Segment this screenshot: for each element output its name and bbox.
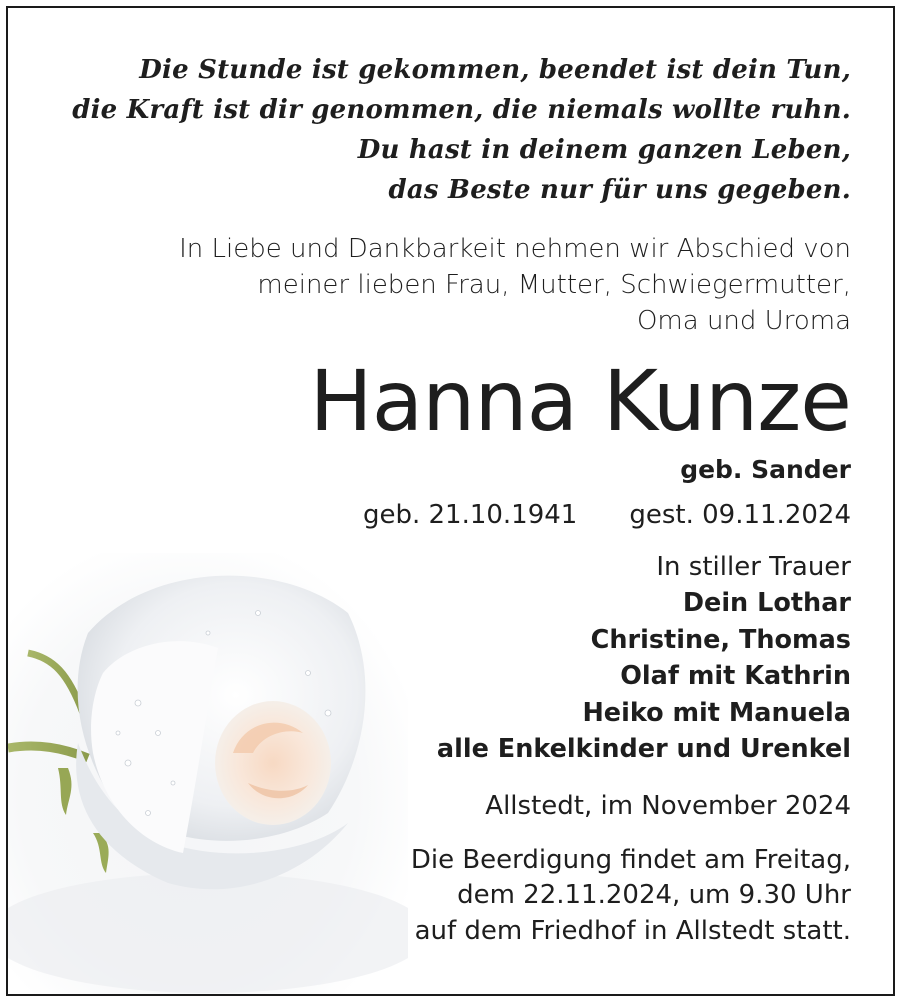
intro-line: meiner lieben Frau, Mutter, Schwiegermutter, bbox=[257, 270, 851, 300]
funeral-line: auf dem Friedhof in Allstedt statt. bbox=[414, 915, 851, 946]
funeral-notice bbox=[51, 843, 851, 950]
poem-line: das Beste nur für uns gegeben. bbox=[388, 175, 851, 205]
mourner: Heiko mit Manuela bbox=[582, 697, 851, 728]
mourner: alle Enkelkinder und Urenkel bbox=[436, 734, 851, 764]
intro-line: Oma und Uroma bbox=[636, 306, 851, 336]
mourning-intro: In stiller Trauer bbox=[656, 552, 851, 582]
poem bbox=[51, 50, 851, 210]
deceased-name: Hanna Kunze bbox=[309, 352, 851, 450]
obituary-frame bbox=[6, 6, 895, 996]
mourner: Dein Lothar bbox=[682, 588, 851, 618]
life-dates bbox=[51, 495, 851, 535]
obituary-text bbox=[51, 8, 851, 949]
mourner: Olaf mit Kathrin bbox=[620, 661, 851, 691]
mourners-list bbox=[51, 585, 851, 768]
funeral-line: Die Beerdigung findet am Freitag, bbox=[410, 844, 851, 875]
poem-line: Du hast in deinem ganzen Leben, bbox=[357, 135, 851, 165]
funeral-line: dem 22.11.2024, um 9.30 Uhr bbox=[457, 880, 851, 910]
poem-line: Die Stunde ist gekommen, beendet ist dein Tun, bbox=[139, 55, 851, 85]
death-date: gest. 09.11.2024 bbox=[629, 500, 851, 530]
maiden-name: geb. Sander bbox=[680, 455, 851, 484]
place-date: Allstedt, im November 2024 bbox=[485, 790, 851, 821]
farewell-intro bbox=[51, 231, 851, 339]
birth-date: geb. 21.10.1941 bbox=[362, 500, 578, 530]
intro-line: In Liebe und Dankbarkeit nehmen wir Abschied von bbox=[179, 234, 851, 264]
mourner: Christine, Thomas bbox=[590, 624, 851, 655]
poem-line: die Kraft ist dir genommen, die niemals wollte ruhn. bbox=[72, 95, 851, 125]
